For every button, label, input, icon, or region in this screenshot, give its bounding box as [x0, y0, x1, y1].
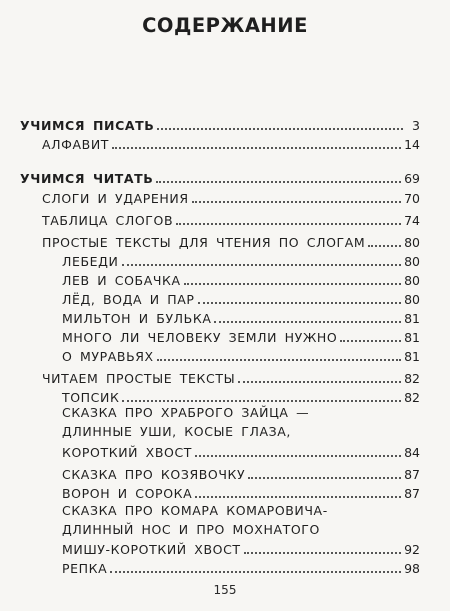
dot-leader: [157, 128, 403, 130]
toc-entry-page: 80: [404, 235, 420, 250]
toc-entry-swans: [62, 249, 420, 269]
toc-entry-label: РЕПКА: [62, 561, 108, 576]
toc-entry-hare-line-1: СКАЗКА ПРО ХРАБРОГО ЗАЙЦА —: [62, 405, 310, 420]
dot-leader: [112, 147, 401, 149]
toc-entry-page: 81: [404, 349, 420, 364]
toc-entry-lion-and-dog: [62, 268, 420, 288]
toc-entry-page: 80: [404, 292, 420, 307]
toc-entry-learn-reading: [20, 166, 420, 186]
page-number: 155: [213, 583, 237, 597]
page-title: СОДЕРЖАНИЕ: [142, 14, 308, 37]
dot-leader: [122, 400, 401, 402]
dot-leader: [110, 571, 401, 573]
toc-entry-mosquito-line-1: СКАЗКА ПРО КОМАРА КОМАРОВИЧА-: [62, 503, 328, 518]
toc-entry-page: 87: [404, 486, 420, 501]
toc-entry-label: МИШУ-КОРОТКИЙ ХВОСТ: [62, 542, 241, 557]
toc-entry-page: 69: [404, 171, 420, 186]
dot-leader: [238, 381, 401, 383]
dot-leader: [157, 359, 401, 361]
toc-entry-topsik: [62, 385, 420, 405]
dot-leader: [156, 181, 401, 183]
dot-leader: [198, 302, 402, 304]
toc-entry-label: АЛФАВИТ: [42, 137, 110, 152]
toc-entry-page: 81: [404, 330, 420, 345]
toc-entry-label: О МУРАВЬЯХ: [62, 349, 154, 364]
toc-entry-page: 82: [404, 371, 420, 386]
toc-entry-learn-writing: [20, 113, 420, 133]
toc-entry-label: ВОРОН И СОРОКА: [62, 486, 193, 501]
toc-entry-label: ЛЁД, ВОДА И ПАР: [62, 292, 195, 307]
toc-entry-label: ТАБЛИЦА СЛОГОВ: [42, 213, 174, 228]
toc-entry-page: 87: [404, 467, 420, 482]
dot-leader: [184, 283, 401, 285]
dot-leader: [248, 477, 401, 479]
toc-entry-raven-and-magpie: [62, 481, 420, 501]
dot-leader: [368, 245, 401, 247]
toc-entry-page: 70: [404, 191, 420, 206]
dot-leader: [192, 201, 401, 203]
toc-entry-label: УЧИМСЯ ЧИТАТЬ: [20, 171, 154, 186]
toc-entry-page: 14: [404, 137, 420, 152]
toc-entry-page: 3: [412, 118, 420, 133]
dot-leader: [244, 552, 401, 554]
toc-entry-page: 84: [404, 445, 420, 460]
toc-entry-page: 80: [404, 254, 420, 269]
toc-entry-label: ЛЕБЕДИ: [62, 254, 119, 269]
toc-entry-label: ЛЕВ И СОБАЧКА: [62, 273, 181, 288]
toc-entry-page: 92: [404, 542, 420, 557]
toc-entry-page: 74: [404, 213, 420, 228]
toc-entry-label: МИЛЬТОН И БУЛЬКА: [62, 311, 212, 326]
toc-entry-label: УЧИМСЯ ПИСАТЬ: [20, 118, 155, 133]
toc-entry-mosquito-line-2: ДЛИННЫЙ НОС И ПРО МОХНАТОГО: [62, 522, 320, 537]
toc-entry-hare-line-2: ДЛИННЫЕ УШИ, КОСЫЕ ГЛАЗА,: [62, 424, 291, 439]
toc-entry-label: СКАЗКА ПРО КОЗЯВОЧКУ: [62, 467, 246, 482]
toc-entry-label: ПРОСТЫЕ ТЕКСТЫ ДЛЯ ЧТЕНИЯ ПО СЛОГАМ: [42, 235, 366, 250]
dot-leader: [340, 340, 401, 342]
toc-entry-reading-simple-texts: [42, 366, 420, 386]
toc-entry-milton-and-bulka: [62, 306, 420, 326]
toc-entry-simple-texts-syllables: [42, 230, 420, 250]
dot-leader: [214, 321, 401, 323]
toc-entry-label: ТОПСИК: [62, 390, 120, 405]
toc-entry-alphabet: [42, 132, 420, 152]
toc-entry-label: СЛОГИ И УДАРЕНИЯ: [42, 191, 189, 206]
toc-entry-label: МНОГО ЛИ ЧЕЛОВЕКУ ЗЕМЛИ НУЖНО: [62, 330, 338, 345]
toc-entry-label: КОРОТКИЙ ХВОСТ: [62, 445, 193, 460]
toc-entry-syllable-table: [42, 208, 420, 228]
toc-entry-page: 80: [404, 273, 420, 288]
toc-entry-page: 82: [404, 390, 420, 405]
toc-entry-mosquito-line-3: [62, 537, 420, 557]
toc-entry-syllables: [42, 186, 420, 206]
toc-entry-page: 81: [404, 311, 420, 326]
toc-entry-hare-line-3: [62, 440, 420, 460]
toc-entry-how-much-land: [62, 325, 420, 345]
toc-entry-page: 98: [404, 561, 420, 576]
toc-entry-about-ants: [62, 344, 420, 364]
toc-entry-label: ЧИТАЕМ ПРОСТЫЕ ТЕКСТЫ: [42, 371, 236, 386]
dot-leader: [195, 496, 401, 498]
dot-leader: [122, 264, 402, 266]
toc-entry-ice-water-steam: [62, 287, 420, 307]
toc-entry-kozyavochka: [62, 462, 420, 482]
dot-leader: [176, 223, 401, 225]
toc-entry-turnip: [62, 556, 420, 576]
dot-leader: [195, 455, 401, 457]
